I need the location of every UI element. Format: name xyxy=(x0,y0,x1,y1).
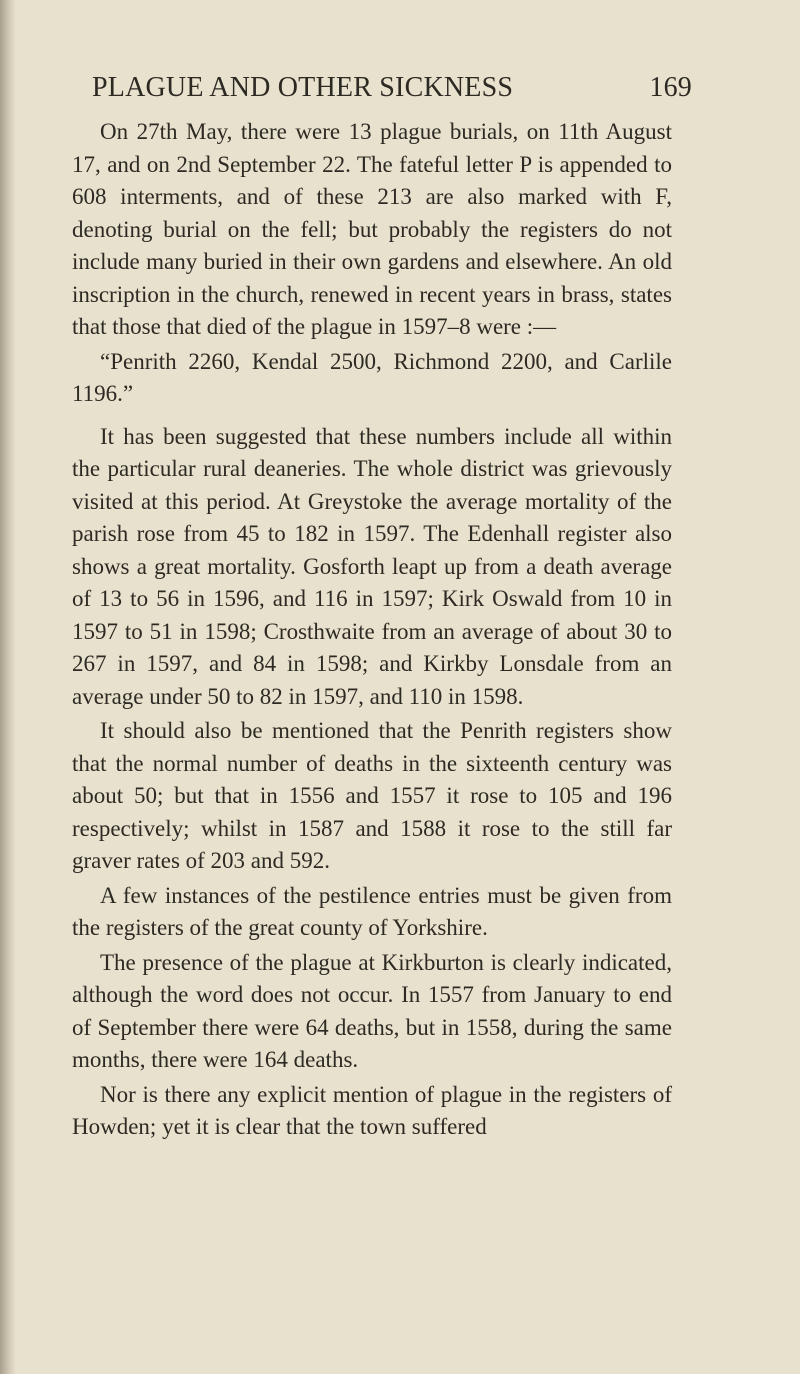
paragraph-plague-burials: On 27th May, there were 13 plague burials, on 11th August 17, and on 2nd September 22. The fateful letter P is appended to 608 interments, and of these 213 are also marked with F, denoting burial on the fell; but probably the registers do not include many buried in their own gardens and elsewhere. An old inscription in the church, renewed in recent years in brass, states that those that died of the plague in 1597–8 were :— xyxy=(72,119,672,339)
paragraph-yorkshire-entries: A few instances of the pestilence entries must be given from the registers of the great county of Yorkshire. xyxy=(72,882,672,940)
running-title: PLAGUE AND OTHER SICKNESS xyxy=(92,72,514,103)
paragraph-kirkburton: The presence of the plague at Kirkburton is clearly indicated, although the word does not occur. In 1557 from January to end of September there were 64 deaths, but in 1558, during the same months, there were 164 deaths. xyxy=(72,949,672,1072)
page-number: 169 xyxy=(649,72,692,103)
running-header xyxy=(92,68,692,108)
paragraph-inscription-quote: “Penrith 2260, Kendal 2500, Richmond 2200, and Carlile 1196.” xyxy=(72,348,672,406)
page-body xyxy=(72,116,672,1144)
paragraph-penrith-registers: It should also be mentioned that the Penrith registers show that the normal number of deaths in the sixteenth century was about 50; but that in 1556 and 1557 it rose to 105 and 196 respectively; whilst in 1587 and 1588 it rose to the still far graver rates of 203 and 592. xyxy=(72,718,672,873)
page-edge-shadow xyxy=(0,0,16,1374)
paragraph-rural-deaneries: It has been suggested that these numbers include all within the particular rural deaneries. The whole district was grievously visited at this period. At Greystoke the average mortality of the parish rose from 45 to 182 in 1597. The Edenhall register also shows a great mortality. Gosforth leapt up from a death average of 13 to 56 in 1596, and 116 in 1597; Kirk Oswald from 10 in 1597 to 51 in 1598; Crosthwaite from an average of about 30 to 267 in 1597, and 84 in 1598; and Kirkby Lonsdale from an average under 50 to 82 in 1597, and 110 in 1598. xyxy=(72,423,672,709)
paragraph-howden: Nor is there any explicit mention of plague in the registers of Howden; yet it is clear that the town suffered xyxy=(72,1081,672,1139)
